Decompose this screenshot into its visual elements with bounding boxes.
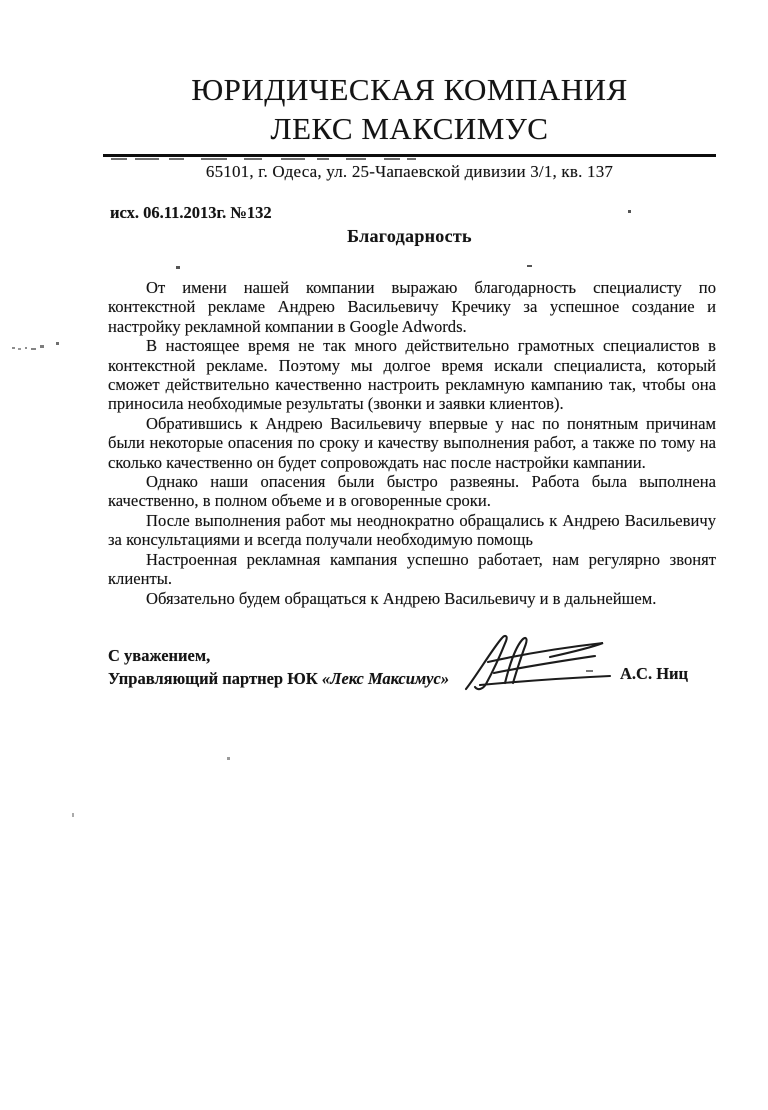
signer-position [108,668,449,691]
scan-speck [12,347,15,349]
scan-speck [628,210,631,213]
scan-smudge [111,158,127,160]
scan-speck [527,265,532,267]
scan-speck [586,670,593,672]
company-name-line2: ЛЕКС МАКСИМУС [270,111,549,146]
scan-speck [18,348,21,350]
signer-position-text: Управляющий партнер ЮК [108,668,322,688]
scan-speck [31,348,36,350]
body-paragraph: Обязательно будем обращаться к Андрею Васильевичу и в дальнейшем. [146,588,657,608]
letterhead-address: 65101, г. Одеса, ул. 25-Чапаевской дивизии 3/1, кв. 137 [205,162,614,181]
scan-speck [176,266,180,269]
outgoing-reference: исх. 06.11.2013г. №132 [110,203,272,222]
body-paragraph: В настоящее время не так много действительно грамотных специалистов в контекстной рекламе. Поэтому мы долгое время искали специалиста, который сможет действительно качественно настроить рекламную кампанию так, чтобы она приносила необходимые результаты (звонки и заявки клиентов). [108,336,716,414]
scan-speck [227,757,230,760]
scan-smudge [135,158,159,160]
scan-smudge [281,158,305,160]
scan-smudge [169,158,184,160]
scan-smudge-row [103,157,716,161]
scan-smudge [407,158,416,160]
closing-line: С уважением, [108,646,211,665]
signer-company: «Лекс Максимус» [321,668,450,688]
document-title: Благодарность [347,226,472,246]
body-paragraph: Настроенная рекламная кампания успешно работает, нам регулярно звонят клиенты. [108,549,716,589]
scan-speck [40,345,44,348]
scan-smudge [384,158,400,160]
body-paragraph: После выполнения работ мы неоднократно обращались к Андрею Васильевичу за консультациями и всегда получали необходимую помощь [108,510,716,550]
scan-smudge [244,158,262,160]
body-paragraph: Обратившись к Андрею Васильевичу впервые у нас по понятным причинам были некоторые опасения по сроку и качеству выполнения работ, а также по тому на сколько качественно он будет сопровождать нас после настройки кампании. [108,413,716,472]
scan-speck [72,813,74,817]
body-paragraph: Однако наши опасения были быстро развеяны. Работа была выполнена качественно, в полном объеме и в оговоренные сроки. [108,472,716,511]
letterhead [103,70,716,182]
scan-speck [56,342,59,345]
signer-name: А.С. Ниц [620,664,689,683]
scan-smudge [317,158,329,160]
scan-smudge [201,158,227,160]
signature-block [108,645,449,690]
document-body [108,278,716,608]
body-paragraph: От имени нашей компании выражаю благодарность специалисту по контекстной рекламе Андрею Васильевичу Кречику за успешное создание и настройку рекламной компании в Google Adwords. [108,278,716,336]
company-name-line1: ЮРИДИЧЕСКАЯ КОМПАНИЯ [191,72,628,107]
scan-speck [25,347,27,349]
handwritten-signature [452,632,616,694]
scan-smudge [346,158,366,160]
